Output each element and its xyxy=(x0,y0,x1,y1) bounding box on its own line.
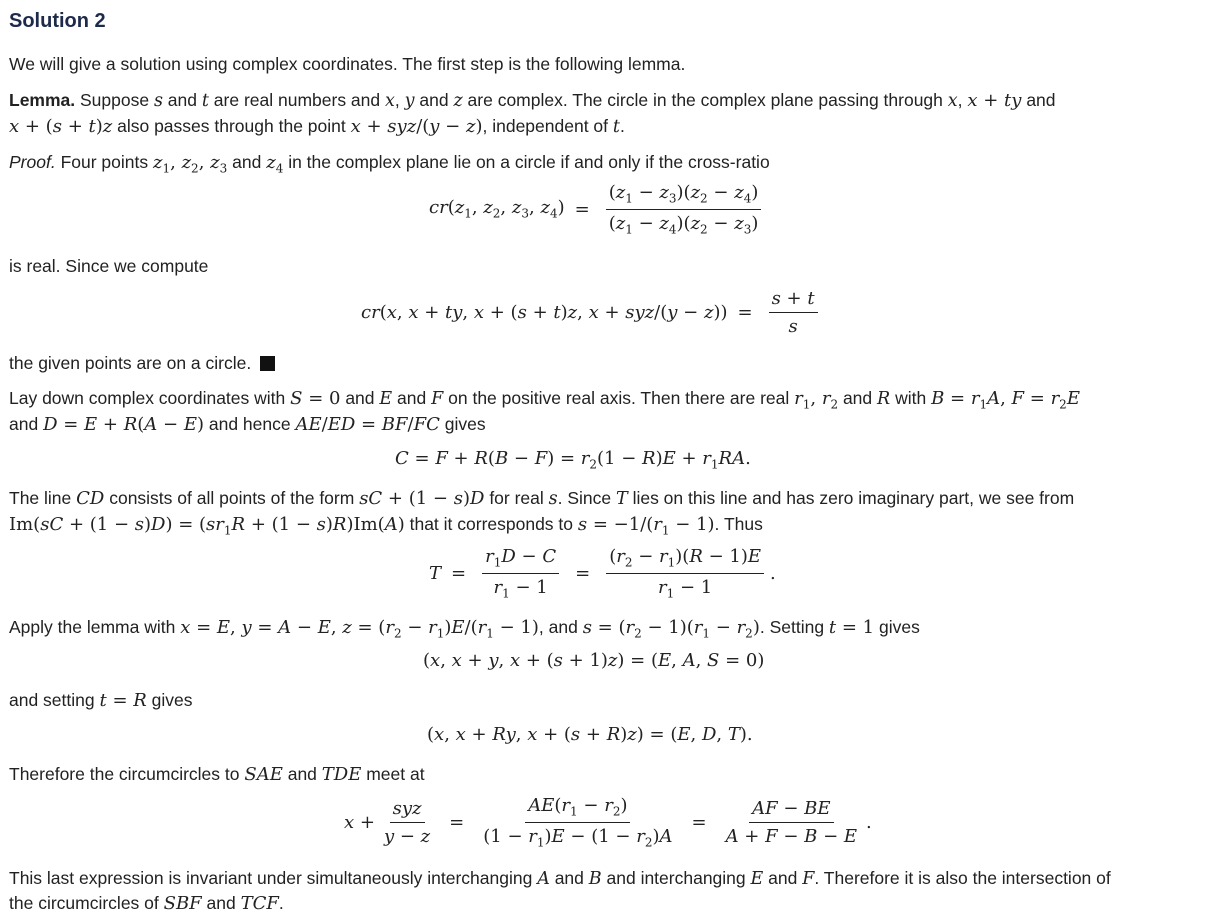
last-line-1: This last expression is invariant under simultaneously interchanging A and B and interchanging E and F. Therefore it is also the intersection of xyxy=(9,868,1111,889)
intersection-equation: x + $\frac{\text{syz}}{y - z}$ = $\frac{AE(r_1 - r_2)}{(1 - r_1)E - (1 - r_2)A}$ = $\frac{AF - BE}{A + F - B - E}$ . xyxy=(344,795,872,850)
t-equals-r-equation: (x, x + Ry, x + (s + R)z) = (E, D, T). xyxy=(427,724,753,745)
last-line-2: the circumcircles of SBF and TCF. xyxy=(9,893,284,914)
lemma-line-1: Lemma. Suppose s and t are real numbers and x, y and z are complex. The circle in the complex plane passing through x, x + ty and xyxy=(9,90,1056,111)
coordinates-line-1: Lay down complex coordinates with S = 0 and E and F on the positive real axis. Then there are real $r_1$, $r_2$ and R with $B = r_1A$, $F = r_2E$ xyxy=(9,388,1080,412)
t-equation: T = $\frac{r_1D - C}{r_1 - 1}$ = $\frac{(r_2 - r_1)(R - 1)E}{r_1 - 1}$ . xyxy=(429,546,776,601)
proof-label: Proof. xyxy=(9,152,56,172)
coordinates-line-2: and D = E + R(A − E) and hence AE/ED = BF/FC gives xyxy=(9,414,486,435)
cross-ratio-equation: $cr(z_1$, $z_2$, $z_3$, $z_4$) = $\frac{(z_1 - z_3)(z_2 - z_4)}{(z_1 - z_4)(z_2 - z_3)}$ xyxy=(429,182,767,236)
intro-paragraph: We will give a solution using complex coordinates. The first step is the following lemma. xyxy=(9,54,686,74)
c-equation: $C = F + R(B - F) = r_2(1 - R)E + r_1RA$. xyxy=(395,448,751,472)
solution-heading: Solution 2 xyxy=(9,10,106,32)
lemma-line-2: x + (s + t)z also passes through the point x + syz/(y − z), independent of t. xyxy=(9,116,625,137)
proof-line: Proof. Four points $z_1$, $z_2$, $z_3$ and $z_4$ in the complex plane lie on a circle if and only if the cross-ratio xyxy=(9,152,770,176)
line-cd-line-1: The line CD consists of all points of the form sC + (1 − s)D for real s. Since T lies on this line and has zero imaginary part, we see from xyxy=(9,488,1075,509)
apply-lemma-line: Apply the lemma with x = E, y = A − E, $z = (r_2 - r_1)E/(r_1 - 1)$, and $s = (r_2 - 1)(r_1 - r_2)$. Setting t = 1 gives xyxy=(9,617,920,641)
line-cd-line-2: $Im(sC + (1 - s)D) = (sr_1R + (1 - s)R)Im(A)$ that it corresponds to $s = -1/(r_1 - 1)$. Thus xyxy=(9,514,763,538)
therefore-line: Therefore the circumcircles to SAE and TDE meet at xyxy=(9,764,425,785)
is-real-line: is real. Since we compute xyxy=(9,256,209,276)
cross-ratio-compute-equation: cr(x, x + ty, x + (s + t)z, x + syz/(y − z)) = $\frac{s + t}{s}$ xyxy=(361,288,824,337)
t-equals-1-equation: (x, x + y, x + (s + 1)z) = (E, A, S = 0) xyxy=(423,650,765,671)
setting-t-r-line: and setting t = R gives xyxy=(9,690,193,711)
on-circle-line: the given points are on a circle. xyxy=(9,350,275,376)
lemma-label: Lemma. xyxy=(9,90,76,110)
qed-square-icon xyxy=(260,356,275,371)
